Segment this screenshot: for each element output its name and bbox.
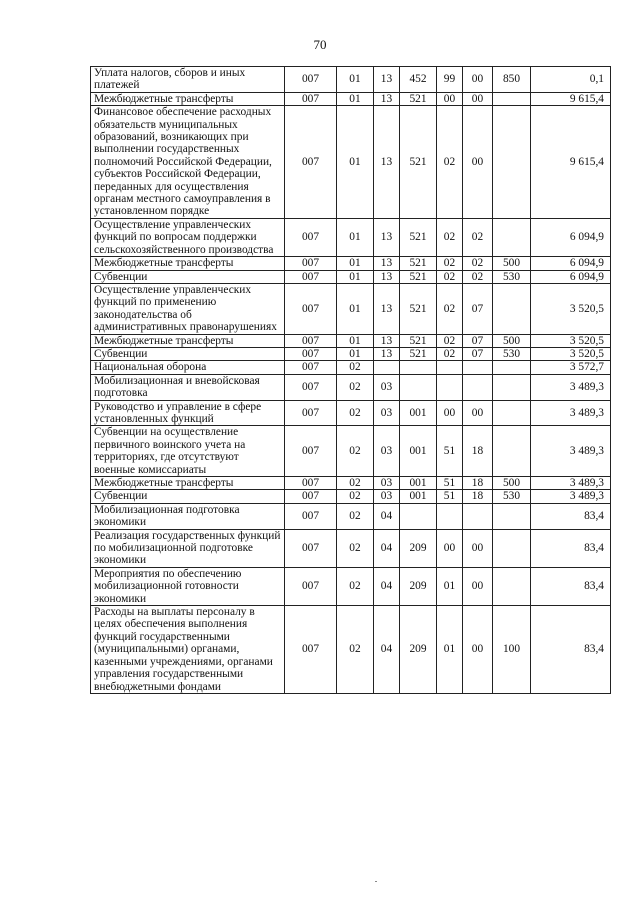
row-ministry-code: 007 [285,400,337,426]
row-expense-type-code [493,400,531,426]
table-row [91,503,611,529]
row-expense-type-code: 500 [493,334,531,347]
row-target-article-code: 521 [400,218,437,256]
row-name: Осуществление управленческих функций по вопросам поддержки сельскохозяйственного производства [91,218,285,256]
budget-table [90,66,611,694]
row-subsection-code: 13 [374,270,400,283]
row-target-subarticle-code: 00 [437,529,463,567]
row-subsection-code: 04 [374,503,400,529]
row-section-code: 02 [337,400,374,426]
row-subsection-code: 13 [374,67,400,93]
row-ministry-code: 007 [285,106,337,219]
row-ministry-code: 007 [285,347,337,360]
row-name: Межбюджетные трансферты [91,92,285,105]
row-name: Мобилизационная подготовка экономики [91,503,285,529]
row-target-item-code: 00 [463,67,493,93]
row-target-item-code: 07 [463,334,493,347]
row-target-item-code: 18 [463,426,493,477]
row-target-article-code: 521 [400,106,437,219]
row-expense-type-code: 530 [493,347,531,360]
row-target-article-code: 209 [400,567,437,605]
row-amount: 83,4 [531,529,611,567]
row-expense-type-code [493,529,531,567]
row-subsection-code: 13 [374,283,400,334]
row-ministry-code: 007 [285,490,337,503]
row-subsection-code: 04 [374,606,400,694]
row-target-article-code: 521 [400,347,437,360]
row-target-item-code: 00 [463,400,493,426]
row-target-article-code: 521 [400,270,437,283]
row-section-code: 02 [337,374,374,400]
row-name: Национальная оборона [91,361,285,374]
row-target-subarticle-code [437,361,463,374]
table-row [91,529,611,567]
row-ministry-code: 007 [285,218,337,256]
row-section-code: 01 [337,257,374,270]
row-section-code: 01 [337,270,374,283]
row-target-subarticle-code: 02 [437,218,463,256]
table-row [91,426,611,477]
row-ministry-code: 007 [285,257,337,270]
row-subsection-code [374,361,400,374]
page-number: 70 [313,37,327,52]
row-target-article-code: 521 [400,92,437,105]
row-target-item-code: 00 [463,606,493,694]
row-amount: 3 489,3 [531,374,611,400]
table-row [91,270,611,283]
row-expense-type-code [493,567,531,605]
row-section-code: 01 [337,334,374,347]
row-section-code: 02 [337,490,374,503]
row-amount: 3 489,3 [531,426,611,477]
row-expense-type-code [493,106,531,219]
row-amount: 83,4 [531,606,611,694]
table-row [91,106,611,219]
row-section-code: 02 [337,477,374,490]
row-name: Финансовое обеспечение расходных обязательств муниципальных образований, возникающих при выполнении государственных полномочий Российской Федерации, субъектов Российской Федерации, переданных для осуществления органам местного самоуправления в установленном порядке [91,106,285,219]
row-expense-type-code: 100 [493,606,531,694]
row-target-article-code: 209 [400,606,437,694]
row-ministry-code: 007 [285,334,337,347]
row-target-item-code: 02 [463,270,493,283]
row-ministry-code: 007 [285,567,337,605]
row-subsection-code: 13 [374,347,400,360]
row-name: Межбюджетные трансферты [91,477,285,490]
row-ministry-code: 007 [285,426,337,477]
row-name: Расходы на выплаты персоналу в целях обеспечения выполнения функций государственными (муниципальными) органами, казенными учреждениями, органами управления государственными внебюджетными фондами [91,606,285,694]
row-target-subarticle-code: 02 [437,106,463,219]
row-target-subarticle-code: 01 [437,606,463,694]
row-target-subarticle-code: 51 [437,477,463,490]
row-ministry-code: 007 [285,283,337,334]
row-section-code: 02 [337,361,374,374]
row-expense-type-code: 500 [493,477,531,490]
row-expense-type-code: 530 [493,490,531,503]
row-target-item-code: 18 [463,477,493,490]
table-row [91,334,611,347]
row-target-subarticle-code [437,503,463,529]
row-name: Субвенции [91,347,285,360]
table-row [91,92,611,105]
row-target-article-code: 521 [400,283,437,334]
row-ministry-code: 007 [285,503,337,529]
row-amount: 3 520,5 [531,283,611,334]
row-name: Мобилизационная и вневойсковая подготовка [91,374,285,400]
row-amount: 3 520,5 [531,334,611,347]
row-target-article-code: 001 [400,477,437,490]
row-section-code: 01 [337,106,374,219]
row-target-subarticle-code: 02 [437,283,463,334]
row-target-article-code: 521 [400,334,437,347]
row-expense-type-code [493,503,531,529]
row-target-item-code: 18 [463,490,493,503]
table-row [91,347,611,360]
row-target-article-code [400,361,437,374]
row-subsection-code: 03 [374,490,400,503]
row-section-code: 02 [337,567,374,605]
row-expense-type-code: 850 [493,67,531,93]
row-name: Субвенции [91,270,285,283]
row-target-item-code: 00 [463,567,493,605]
table-row [91,606,611,694]
row-target-subarticle-code: 02 [437,334,463,347]
row-expense-type-code [493,218,531,256]
row-expense-type-code: 530 [493,270,531,283]
row-ministry-code: 007 [285,477,337,490]
row-expense-type-code: 500 [493,257,531,270]
row-subsection-code: 03 [374,426,400,477]
table-row [91,477,611,490]
row-target-subarticle-code: 99 [437,67,463,93]
row-target-article-code: 209 [400,529,437,567]
row-section-code: 01 [337,283,374,334]
row-target-article-code: 001 [400,400,437,426]
table-row [91,67,611,93]
row-target-item-code: 00 [463,106,493,219]
table-row [91,257,611,270]
row-subsection-code: 13 [374,218,400,256]
row-amount: 3 572,7 [531,361,611,374]
row-name: Субвенции на осуществление первичного воинского учета на территориях, где отсутствуют военные комиссариаты [91,426,285,477]
row-expense-type-code [493,92,531,105]
row-ministry-code: 007 [285,270,337,283]
row-target-article-code [400,374,437,400]
row-expense-type-code [493,361,531,374]
row-subsection-code: 04 [374,567,400,605]
row-name: Руководство и управление в сфере установленных функций [91,400,285,426]
row-amount: 6 094,9 [531,218,611,256]
row-amount: 83,4 [531,503,611,529]
row-target-item-code: 02 [463,218,493,256]
row-target-article-code: 452 [400,67,437,93]
row-amount: 9 615,4 [531,106,611,219]
row-amount: 83,4 [531,567,611,605]
row-ministry-code: 007 [285,92,337,105]
row-target-subarticle-code: 02 [437,257,463,270]
row-target-item-code: 02 [463,257,493,270]
row-target-item-code [463,361,493,374]
table-row [91,283,611,334]
row-target-article-code: 521 [400,257,437,270]
table-row [91,374,611,400]
table-row [91,567,611,605]
scan-artifact [375,881,377,882]
row-target-subarticle-code: 51 [437,426,463,477]
row-subsection-code: 13 [374,92,400,105]
row-amount: 3 489,3 [531,477,611,490]
row-section-code: 01 [337,92,374,105]
row-name: Мероприятия по обеспечению мобилизационной готовности экономики [91,567,285,605]
row-target-subarticle-code [437,374,463,400]
table-row [91,490,611,503]
row-subsection-code: 03 [374,400,400,426]
table-row [91,361,611,374]
row-name: Осуществление управленческих функций по применению законодательства об административных правонарушениях [91,283,285,334]
row-section-code: 02 [337,529,374,567]
row-target-article-code: 001 [400,490,437,503]
row-subsection-code: 03 [374,477,400,490]
row-expense-type-code [493,374,531,400]
row-ministry-code: 007 [285,361,337,374]
row-amount: 0,1 [531,67,611,93]
table-row [91,218,611,256]
row-target-item-code: 07 [463,347,493,360]
row-amount: 3 520,5 [531,347,611,360]
row-target-subarticle-code: 02 [437,347,463,360]
row-target-subarticle-code: 00 [437,92,463,105]
row-section-code: 02 [337,426,374,477]
row-section-code: 01 [337,347,374,360]
row-target-article-code: 001 [400,426,437,477]
row-name: Реализация государственных функций по мобилизационной подготовке экономики [91,529,285,567]
row-subsection-code: 13 [374,257,400,270]
row-target-item-code: 07 [463,283,493,334]
row-name: Субвенции [91,490,285,503]
row-ministry-code: 007 [285,529,337,567]
row-target-subarticle-code: 00 [437,400,463,426]
row-target-subarticle-code: 51 [437,490,463,503]
row-target-article-code [400,503,437,529]
row-target-subarticle-code: 01 [437,567,463,605]
row-target-subarticle-code: 02 [437,270,463,283]
row-ministry-code: 007 [285,374,337,400]
row-section-code: 01 [337,218,374,256]
row-subsection-code: 03 [374,374,400,400]
row-subsection-code: 13 [374,334,400,347]
budget-table-body [91,67,611,694]
row-name: Уплата налогов, сборов и иных платежей [91,67,285,93]
row-section-code: 01 [337,67,374,93]
row-subsection-code: 13 [374,106,400,219]
row-target-item-code [463,374,493,400]
row-name: Межбюджетные трансферты [91,257,285,270]
row-ministry-code: 007 [285,67,337,93]
table-row [91,400,611,426]
row-amount: 9 615,4 [531,92,611,105]
row-amount: 6 094,9 [531,270,611,283]
row-amount: 3 489,3 [531,400,611,426]
row-section-code: 02 [337,606,374,694]
row-target-item-code: 00 [463,529,493,567]
row-name: Межбюджетные трансферты [91,334,285,347]
row-subsection-code: 04 [374,529,400,567]
row-amount: 3 489,3 [531,490,611,503]
row-target-item-code [463,503,493,529]
row-expense-type-code [493,283,531,334]
row-ministry-code: 007 [285,606,337,694]
row-amount: 6 094,9 [531,257,611,270]
row-expense-type-code [493,426,531,477]
row-section-code: 02 [337,503,374,529]
row-target-item-code: 00 [463,92,493,105]
